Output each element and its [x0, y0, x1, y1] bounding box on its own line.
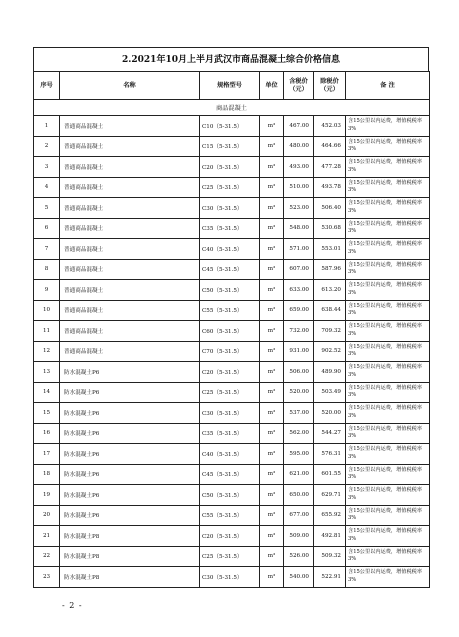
row-spec: C70（5-31.5） [200, 341, 260, 362]
table-row [34, 177, 430, 198]
row-number: 3 [34, 157, 60, 178]
table-row [34, 300, 430, 321]
row-number: 19 [34, 485, 60, 506]
row-price-notax: 902.52 [314, 341, 346, 362]
row-name: 普通商品混凝土 [60, 321, 200, 342]
row-name: 防水混凝土P6 [60, 444, 200, 465]
row-number: 23 [34, 567, 60, 588]
row-unit: m³ [260, 321, 284, 342]
row-spec: C10（5-31.5） [200, 116, 260, 137]
row-name: 防水混凝土P6 [60, 403, 200, 424]
row-note: 含15公里以内运费，增值税税率3% [346, 546, 430, 567]
table-row [34, 444, 430, 465]
table-row [34, 382, 430, 403]
row-unit: m³ [260, 423, 284, 444]
row-spec: C20（5-31.5） [200, 157, 260, 178]
row-name: 防水混凝土P8 [60, 546, 200, 567]
row-unit: m³ [260, 239, 284, 260]
row-unit: m³ [260, 362, 284, 383]
row-name: 防水混凝土P6 [60, 464, 200, 485]
header-unit: 单位 [260, 72, 284, 100]
row-number: 11 [34, 321, 60, 342]
row-number: 6 [34, 218, 60, 239]
row-unit: m³ [260, 259, 284, 280]
row-price-notax: 464.66 [314, 136, 346, 157]
row-price-notax: 509.32 [314, 546, 346, 567]
row-price-tax: 595.00 [284, 444, 314, 465]
table-row [34, 362, 430, 383]
row-unit: m³ [260, 157, 284, 178]
row-note: 含15公里以内运费，增值税税率3% [346, 464, 430, 485]
row-note: 含15公里以内运费，增值税税率3% [346, 444, 430, 465]
row-note: 含15公里以内运费，增值税税率3% [346, 157, 430, 178]
row-name: 防水混凝土P6 [60, 362, 200, 383]
row-spec: C60（5-31.5） [200, 321, 260, 342]
row-number: 22 [34, 546, 60, 567]
row-price-tax: 571.00 [284, 239, 314, 260]
table-row [34, 280, 430, 301]
row-price-notax: 493.78 [314, 177, 346, 198]
row-note: 含15公里以内运费，增值税税率3% [346, 177, 430, 198]
row-price-notax: 544.27 [314, 423, 346, 444]
row-unit: m³ [260, 177, 284, 198]
row-number: 15 [34, 403, 60, 424]
row-price-tax: 633.00 [284, 280, 314, 301]
row-note: 含15公里以内运费，增值税税率3% [346, 198, 430, 219]
row-note: 含15公里以内运费，增值税税率3% [346, 239, 430, 260]
table-row [34, 341, 430, 362]
row-note: 含15公里以内运费，增值税税率3% [346, 218, 430, 239]
row-unit: m³ [260, 136, 284, 157]
row-name: 防水混凝土P6 [60, 382, 200, 403]
row-name: 普通商品混凝土 [60, 177, 200, 198]
row-number: 5 [34, 198, 60, 219]
row-price-notax: 587.96 [314, 259, 346, 280]
row-spec: C45（5-31.5） [200, 259, 260, 280]
row-name: 普通商品混凝土 [60, 300, 200, 321]
row-spec: C30（5-31.5） [200, 403, 260, 424]
row-name: 防水混凝土P6 [60, 423, 200, 444]
row-spec: C50（5-31.5） [200, 485, 260, 506]
row-unit: m³ [260, 116, 284, 137]
row-note: 含15公里以内运费，增值税税率3% [346, 341, 430, 362]
row-unit: m³ [260, 300, 284, 321]
row-number: 14 [34, 382, 60, 403]
table-row [34, 218, 430, 239]
table-row [34, 567, 430, 588]
row-name: 普通商品混凝土 [60, 341, 200, 362]
row-spec: C50（5-31.5） [200, 280, 260, 301]
row-name: 普通商品混凝土 [60, 259, 200, 280]
row-price-tax: 506.00 [284, 362, 314, 383]
table-row [34, 423, 430, 444]
row-note: 含15公里以内运费，增值税税率3% [346, 321, 430, 342]
row-unit: m³ [260, 485, 284, 506]
section-row [34, 100, 430, 116]
row-price-tax: 493.00 [284, 157, 314, 178]
table-row [34, 526, 430, 547]
row-price-tax: 650.00 [284, 485, 314, 506]
row-price-notax: 638.44 [314, 300, 346, 321]
row-note: 含15公里以内运费，增值税税率3% [346, 300, 430, 321]
row-note: 含15公里以内运费，增值税税率3% [346, 403, 430, 424]
row-unit: m³ [260, 382, 284, 403]
row-unit: m³ [260, 567, 284, 588]
header-spec: 规格型号 [200, 72, 260, 100]
row-price-tax: 931.00 [284, 341, 314, 362]
table-row [34, 136, 430, 157]
row-spec: C55（5-31.5） [200, 300, 260, 321]
row-price-tax: 732.00 [284, 321, 314, 342]
header-name: 名称 [60, 72, 200, 100]
table-row [34, 198, 430, 219]
row-number: 16 [34, 423, 60, 444]
table-row [34, 485, 430, 506]
row-note: 含15公里以内运费，增值税税率3% [346, 526, 430, 547]
row-unit: m³ [260, 403, 284, 424]
row-price-tax: 548.00 [284, 218, 314, 239]
row-price-tax: 509.00 [284, 526, 314, 547]
row-number: 10 [34, 300, 60, 321]
row-number: 21 [34, 526, 60, 547]
row-spec: C30（5-31.5） [200, 567, 260, 588]
row-spec: C45（5-31.5） [200, 464, 260, 485]
row-name: 防水混凝土P8 [60, 526, 200, 547]
row-price-notax: 506.40 [314, 198, 346, 219]
row-unit: m³ [260, 280, 284, 301]
row-price-tax: 520.00 [284, 382, 314, 403]
header-price-notax: 除税价 （元） [314, 72, 346, 100]
row-name: 普通商品混凝土 [60, 136, 200, 157]
row-note: 含15公里以内运费，增值税税率3% [346, 362, 430, 383]
row-price-notax: 576.31 [314, 444, 346, 465]
table-row [34, 157, 430, 178]
row-unit: m³ [260, 198, 284, 219]
section-label: 商品混凝土 [34, 100, 430, 116]
row-spec: C25（5-31.5） [200, 382, 260, 403]
row-name: 普通商品混凝土 [60, 218, 200, 239]
header-price-tax: 含税价 （元） [284, 72, 314, 100]
row-number: 20 [34, 505, 60, 526]
row-spec: C40（5-31.5） [200, 239, 260, 260]
row-price-tax: 562.00 [284, 423, 314, 444]
row-price-notax: 520.00 [314, 403, 346, 424]
row-number: 13 [34, 362, 60, 383]
row-spec: C20（5-31.5） [200, 362, 260, 383]
row-number: 1 [34, 116, 60, 137]
row-price-tax: 621.00 [284, 464, 314, 485]
row-price-tax: 607.00 [284, 259, 314, 280]
row-unit: m³ [260, 546, 284, 567]
row-price-notax: 601.55 [314, 464, 346, 485]
row-unit: m³ [260, 218, 284, 239]
row-price-notax: 522.91 [314, 567, 346, 588]
row-note: 含15公里以内运费，增值税税率3% [346, 280, 430, 301]
row-unit: m³ [260, 505, 284, 526]
row-price-notax: 709.32 [314, 321, 346, 342]
table-row [34, 546, 430, 567]
row-number: 2 [34, 136, 60, 157]
row-name: 防水混凝土P8 [60, 567, 200, 588]
row-price-notax: 452.03 [314, 116, 346, 137]
row-name: 普通商品混凝土 [60, 280, 200, 301]
row-note: 含15公里以内运费，增值税税率3% [346, 259, 430, 280]
row-price-notax: 492.81 [314, 526, 346, 547]
row-price-notax: 553.01 [314, 239, 346, 260]
row-spec: C30（5-31.5） [200, 198, 260, 219]
row-name: 普通商品混凝土 [60, 239, 200, 260]
row-price-notax: 503.49 [314, 382, 346, 403]
row-name: 防水混凝土P6 [60, 505, 200, 526]
row-note: 含15公里以内运费，增值税税率3% [346, 136, 430, 157]
table-row [34, 464, 430, 485]
row-note: 含15公里以内运费，增值税税率3% [346, 567, 430, 588]
row-number: 12 [34, 341, 60, 362]
row-price-notax: 530.68 [314, 218, 346, 239]
row-number: 9 [34, 280, 60, 301]
row-price-notax: 655.92 [314, 505, 346, 526]
header-note: 备 注 [346, 72, 430, 100]
table-row [34, 321, 430, 342]
row-name: 普通商品混凝土 [60, 198, 200, 219]
price-sheet [33, 47, 429, 588]
row-price-tax: 480.00 [284, 136, 314, 157]
row-price-tax: 540.00 [284, 567, 314, 588]
row-unit: m³ [260, 464, 284, 485]
row-name: 普通商品混凝土 [60, 116, 200, 137]
row-number: 4 [34, 177, 60, 198]
row-spec: C20（5-31.5） [200, 526, 260, 547]
row-price-notax: 629.71 [314, 485, 346, 506]
row-spec: C25（5-31.5） [200, 546, 260, 567]
row-spec: C35（5-31.5） [200, 423, 260, 444]
row-name: 普通商品混凝土 [60, 157, 200, 178]
table-row [34, 259, 430, 280]
row-unit: m³ [260, 444, 284, 465]
row-price-tax: 523.00 [284, 198, 314, 219]
table-row [34, 403, 430, 424]
row-note: 含15公里以内运费，增值税税率3% [346, 505, 430, 526]
header-no: 序号 [34, 72, 60, 100]
row-number: 18 [34, 464, 60, 485]
page-number: - 2 - [62, 601, 83, 610]
document-title: 2.2021年10月上半月武汉市商品混凝土综合价格信息 [33, 47, 429, 71]
row-price-notax: 489.90 [314, 362, 346, 383]
row-price-tax: 659.00 [284, 300, 314, 321]
row-price-tax: 510.00 [284, 177, 314, 198]
row-unit: m³ [260, 526, 284, 547]
price-table [33, 71, 430, 588]
row-spec: C55（5-31.5） [200, 505, 260, 526]
table-row [34, 239, 430, 260]
row-price-tax: 677.00 [284, 505, 314, 526]
header-row [34, 72, 430, 100]
row-price-tax: 537.00 [284, 403, 314, 424]
row-number: 8 [34, 259, 60, 280]
row-number: 17 [34, 444, 60, 465]
table-row [34, 116, 430, 137]
row-price-notax: 477.28 [314, 157, 346, 178]
table-row [34, 505, 430, 526]
row-spec: C15（5-31.5） [200, 136, 260, 157]
row-note: 含15公里以内运费，增值税税率3% [346, 423, 430, 444]
row-number: 7 [34, 239, 60, 260]
row-spec: C25（5-31.5） [200, 177, 260, 198]
row-price-tax: 526.00 [284, 546, 314, 567]
row-unit: m³ [260, 341, 284, 362]
row-note: 含15公里以内运费，增值税税率3% [346, 485, 430, 506]
row-spec: C35（5-31.5） [200, 218, 260, 239]
row-price-tax: 467.00 [284, 116, 314, 137]
row-price-notax: 613.20 [314, 280, 346, 301]
row-name: 防水混凝土P6 [60, 485, 200, 506]
row-note: 含15公里以内运费，增值税税率3% [346, 116, 430, 137]
row-spec: C40（5-31.5） [200, 444, 260, 465]
row-note: 含15公里以内运费，增值税税率3% [346, 382, 430, 403]
